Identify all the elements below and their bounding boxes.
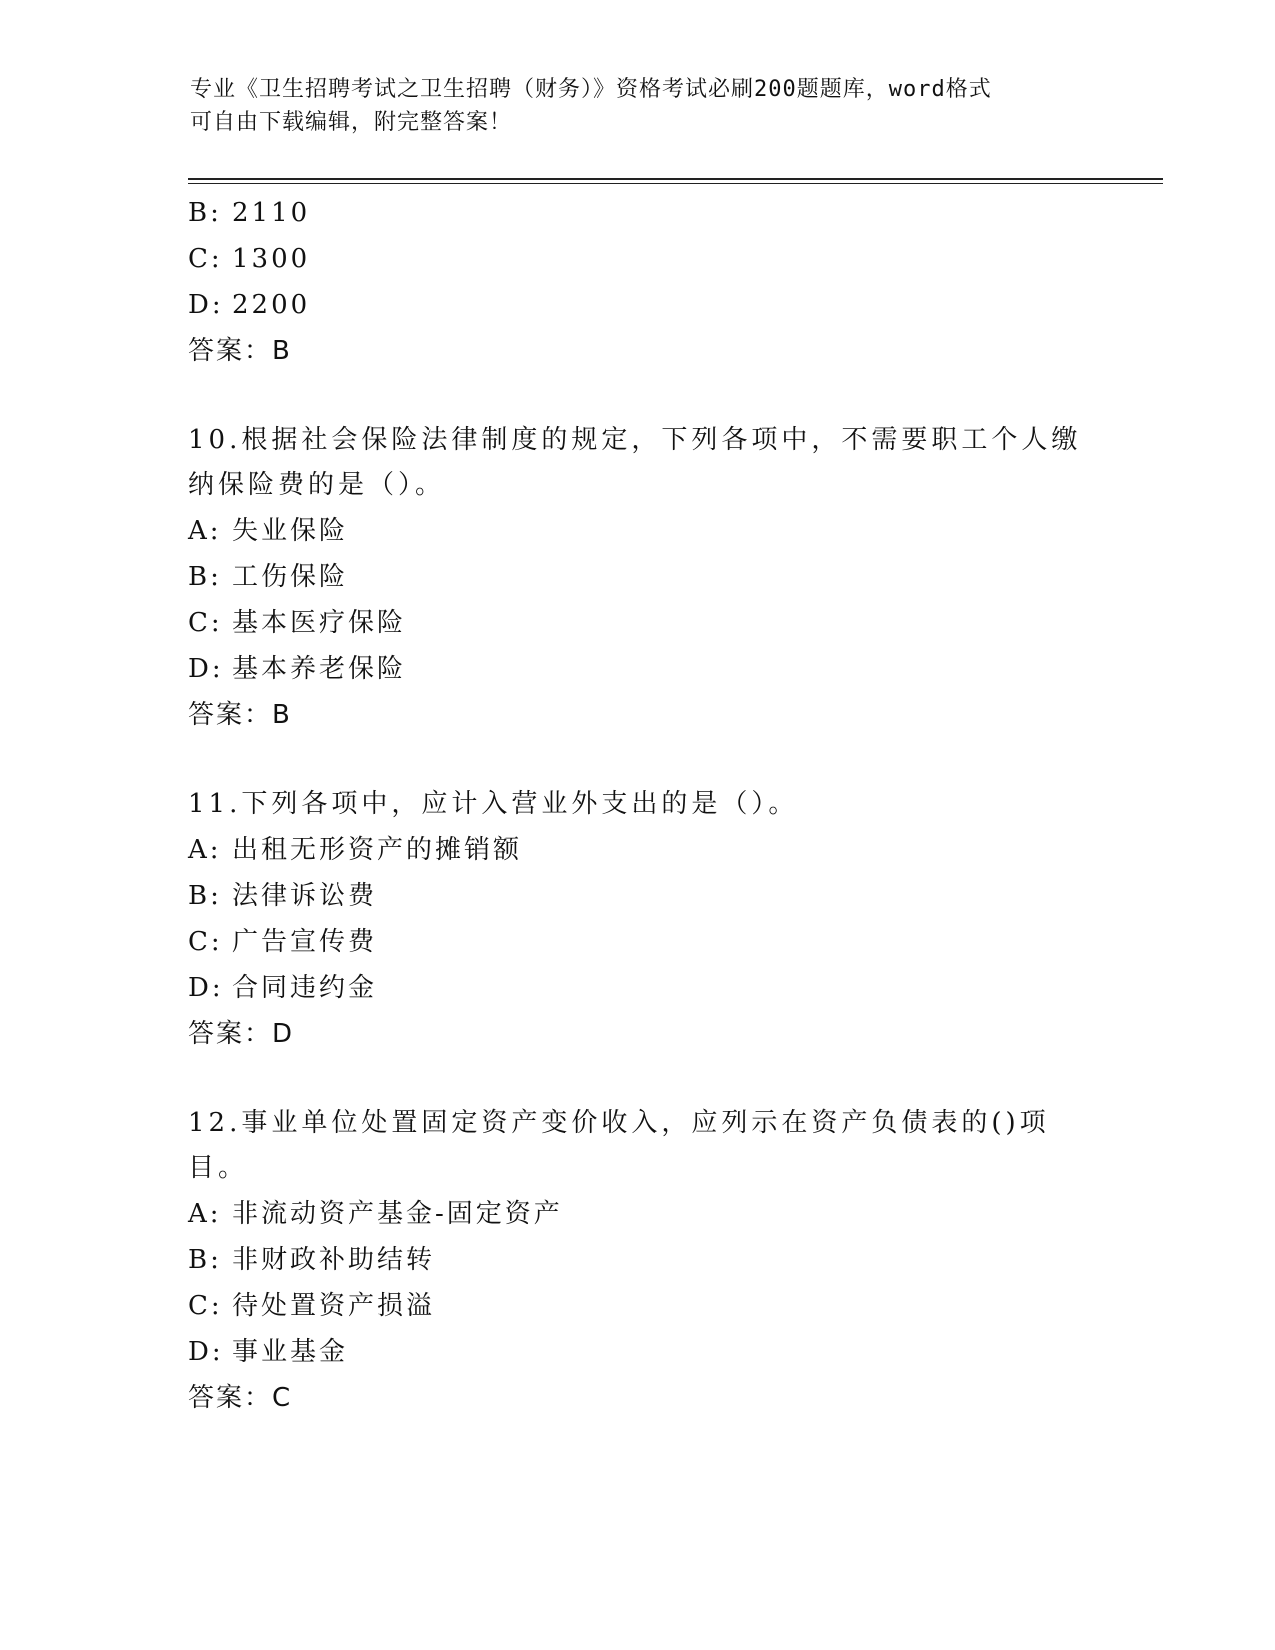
question-stem: 10.根据社会保险法律制度的规定，下列各项中，不需要职工个人缴纳保险费的是（）。	[188, 425, 1082, 500]
option-letter: A:	[188, 1199, 222, 1229]
option-text: 合同违约金	[232, 973, 378, 1003]
option-letter: B:	[188, 562, 222, 592]
option-letter: C:	[188, 927, 223, 957]
option-d	[188, 965, 1088, 1011]
answer-line: 答案：C	[188, 1383, 293, 1413]
option-c	[188, 919, 1088, 965]
answer-line: 答案：B	[188, 336, 292, 366]
option-b	[188, 873, 1088, 919]
option-a	[188, 508, 1088, 554]
spacer	[188, 738, 1088, 782]
header-line-2: 可自由下载编辑，附完整答案！	[190, 110, 513, 135]
answer-line: 答案：B	[188, 700, 292, 730]
spacer	[188, 374, 1088, 418]
option-b	[188, 190, 1088, 236]
option-letter: A:	[188, 835, 222, 865]
question-block-10	[188, 418, 1088, 738]
option-text: 2110	[232, 198, 311, 228]
option-letter: D:	[188, 654, 224, 684]
option-d	[188, 282, 1088, 328]
option-letter: C:	[188, 244, 223, 274]
option-text: 非财政补助结转	[232, 1245, 436, 1275]
option-text: 待处置资产损溢	[232, 1291, 436, 1321]
option-text: 基本医疗保险	[232, 608, 407, 638]
option-a	[188, 1191, 1088, 1237]
option-text: 2200	[232, 290, 311, 320]
option-d	[188, 1329, 1088, 1375]
option-letter: D:	[188, 290, 224, 320]
option-letter: B:	[188, 881, 222, 911]
option-c	[188, 1283, 1088, 1329]
option-b	[188, 1237, 1088, 1283]
document-header	[190, 73, 1070, 139]
spacer	[188, 1057, 1088, 1101]
option-text: 工伤保险	[232, 562, 349, 592]
header-divider-thick	[188, 178, 1163, 180]
option-c	[188, 600, 1088, 646]
option-letter: C:	[188, 1291, 223, 1321]
option-b	[188, 554, 1088, 600]
option-text: 1300	[232, 244, 311, 274]
option-text: 非流动资产基金-固定资产	[232, 1199, 563, 1229]
option-text: 事业基金	[232, 1337, 349, 1367]
option-text: 法律诉讼费	[232, 881, 378, 911]
option-letter: D:	[188, 1337, 224, 1367]
option-text: 出租无形资产的摊销额	[232, 835, 523, 865]
question-block-partial	[188, 190, 1088, 374]
option-text: 基本养老保险	[232, 654, 407, 684]
option-a	[188, 827, 1088, 873]
option-text: 失业保险	[232, 516, 349, 546]
header-line-1: 专业《卫生招聘考试之卫生招聘（财务）》资格考试必刷200题题库，word格式	[190, 77, 992, 102]
option-letter: D:	[188, 973, 224, 1003]
option-letter: A:	[188, 516, 222, 546]
option-text: 广告宣传费	[232, 927, 378, 957]
option-c	[188, 236, 1088, 282]
header-divider-thin	[188, 183, 1163, 184]
option-d	[188, 646, 1088, 692]
question-block-12	[188, 1101, 1088, 1421]
option-letter: B:	[188, 1245, 222, 1275]
option-letter: B:	[188, 198, 222, 228]
question-list	[188, 190, 1088, 1421]
answer-line: 答案：D	[188, 1019, 295, 1049]
question-block-11	[188, 782, 1088, 1057]
question-stem: 12.事业单位处置固定资产变价收入，应列示在资产负债表的()项目。	[188, 1108, 1050, 1183]
question-stem: 11.下列各项中，应计入营业外支出的是（）。	[188, 789, 799, 819]
option-letter: C:	[188, 608, 223, 638]
